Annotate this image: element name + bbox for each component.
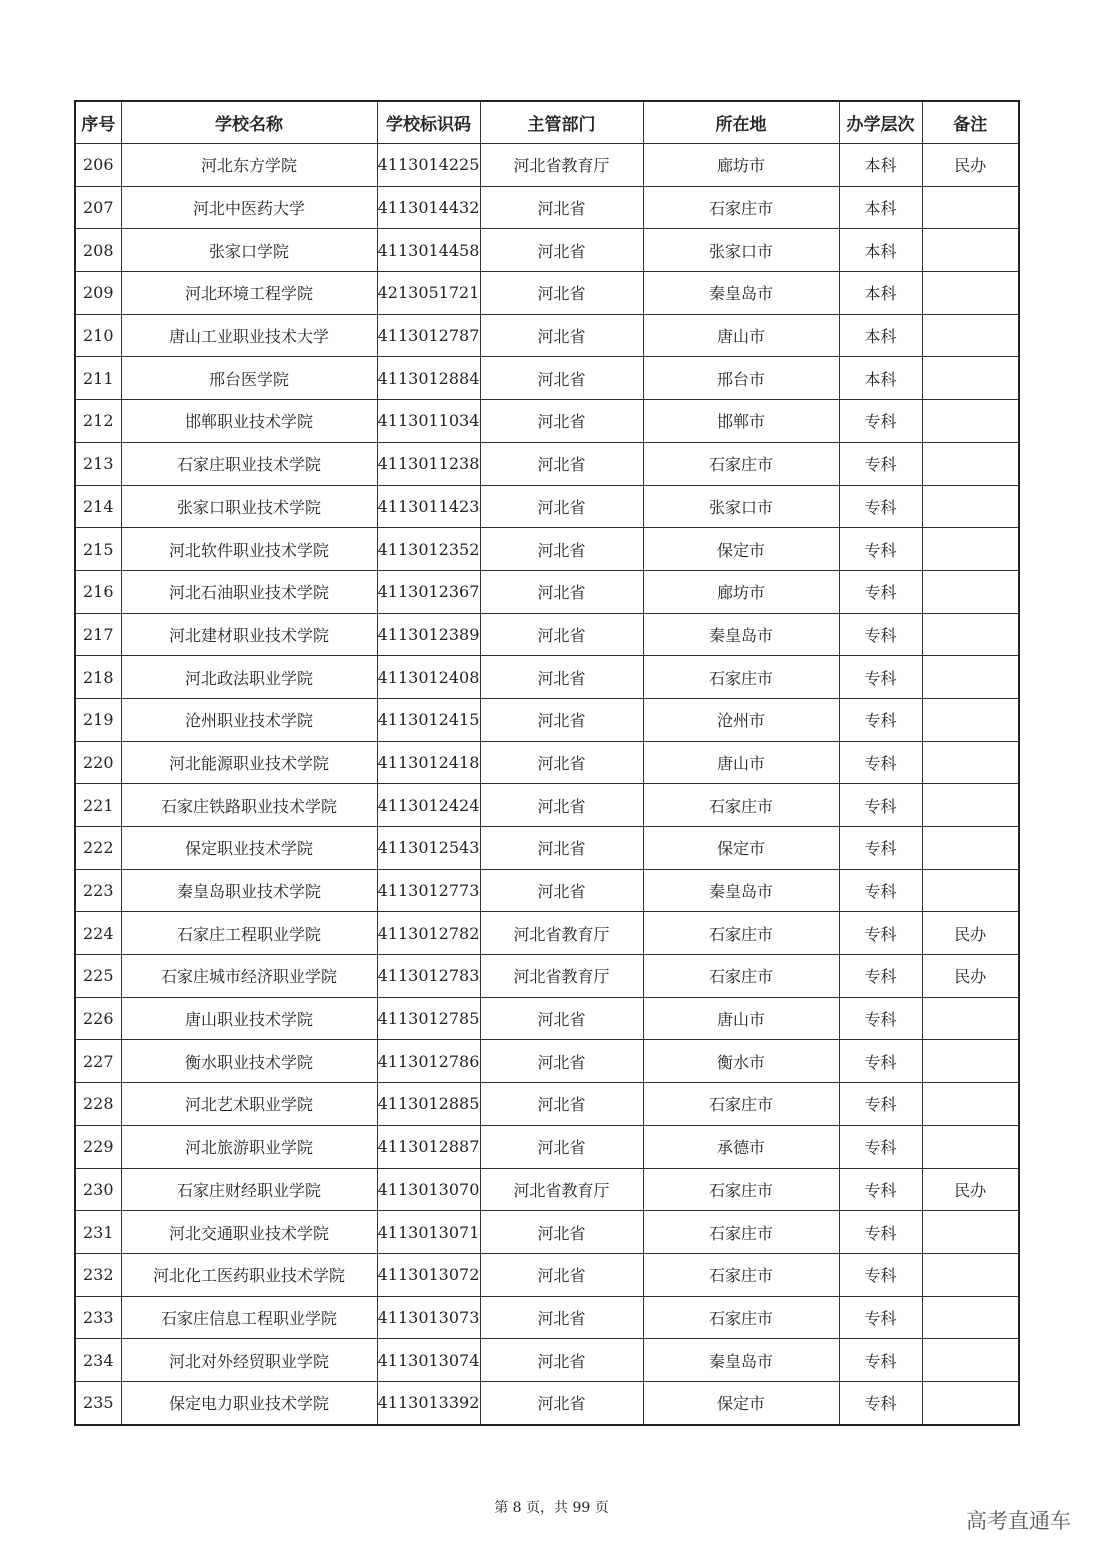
cell-school-code: 4113014458 — [377, 229, 480, 272]
school-list-table — [74, 100, 1020, 1426]
cell-school-name: 河北化工医药职业技术学院 — [121, 1253, 377, 1296]
cell-school-name: 张家口职业技术学院 — [121, 485, 377, 528]
cell-remark — [922, 1339, 1019, 1382]
cell-remark: 民办 — [922, 1168, 1019, 1211]
cell-department: 河北省 — [480, 1211, 643, 1254]
cell-remark: 民办 — [922, 912, 1019, 955]
cell-department: 河北省 — [480, 229, 643, 272]
cell-serial: 208 — [75, 229, 121, 272]
cell-remark: 民办 — [922, 955, 1019, 998]
cell-school-code: 4113013392 — [377, 1381, 480, 1424]
table-row — [75, 1125, 1019, 1168]
cell-level: 本科 — [839, 314, 922, 357]
table-row — [75, 1168, 1019, 1211]
cell-location: 衡水市 — [643, 1040, 839, 1083]
cell-school-name: 邯郸职业技术学院 — [121, 400, 377, 443]
cell-serial: 216 — [75, 570, 121, 613]
cell-location: 邯郸市 — [643, 400, 839, 443]
cell-school-code: 4113012415 — [377, 698, 480, 741]
cell-school-name: 河北能源职业技术学院 — [121, 741, 377, 784]
cell-school-code: 4113012424 — [377, 784, 480, 827]
cell-remark — [922, 827, 1019, 870]
cell-department: 河北省 — [480, 1296, 643, 1339]
cell-level: 本科 — [839, 144, 922, 187]
cell-school-code: 4113012884 — [377, 357, 480, 400]
cell-level: 专科 — [839, 1253, 922, 1296]
cell-serial: 218 — [75, 656, 121, 699]
cell-remark — [922, 272, 1019, 315]
cell-level: 本科 — [839, 272, 922, 315]
cell-level: 专科 — [839, 1211, 922, 1254]
cell-school-name: 秦皇岛职业技术学院 — [121, 869, 377, 912]
cell-school-name: 河北石油职业技术学院 — [121, 570, 377, 613]
cell-department: 河北省 — [480, 314, 643, 357]
cell-level: 专科 — [839, 1040, 922, 1083]
cell-level: 专科 — [839, 869, 922, 912]
cell-location: 石家庄市 — [643, 1168, 839, 1211]
cell-remark — [922, 186, 1019, 229]
cell-location: 秦皇岛市 — [643, 1339, 839, 1382]
cell-remark — [922, 1381, 1019, 1424]
table-row — [75, 528, 1019, 571]
cell-school-code: 4113012418 — [377, 741, 480, 784]
cell-school-name: 石家庄财经职业学院 — [121, 1168, 377, 1211]
cell-department: 河北省 — [480, 400, 643, 443]
cell-school-code: 4113013072 — [377, 1253, 480, 1296]
cell-serial: 234 — [75, 1339, 121, 1382]
cell-level: 本科 — [839, 357, 922, 400]
cell-school-code: 4113012782 — [377, 912, 480, 955]
cell-location: 唐山市 — [643, 314, 839, 357]
cell-serial: 228 — [75, 1083, 121, 1126]
cell-remark — [922, 1083, 1019, 1126]
cell-level: 专科 — [839, 955, 922, 998]
cell-location: 保定市 — [643, 827, 839, 870]
cell-department: 河北省 — [480, 1040, 643, 1083]
cell-school-code: 4113011034 — [377, 400, 480, 443]
cell-school-name: 河北中医药大学 — [121, 186, 377, 229]
cell-department: 河北省 — [480, 528, 643, 571]
cell-location: 邢台市 — [643, 357, 839, 400]
cell-department: 河北省 — [480, 1253, 643, 1296]
cell-level: 专科 — [839, 442, 922, 485]
cell-department: 河北省 — [480, 1125, 643, 1168]
cell-school-code: 4113011238 — [377, 442, 480, 485]
table-row — [75, 1083, 1019, 1126]
cell-remark — [922, 656, 1019, 699]
table-row — [75, 613, 1019, 656]
cell-serial: 219 — [75, 698, 121, 741]
cell-serial: 227 — [75, 1040, 121, 1083]
cell-serial: 229 — [75, 1125, 121, 1168]
cell-school-code: 4113014432 — [377, 186, 480, 229]
cell-department: 河北省教育厅 — [480, 1168, 643, 1211]
cell-serial: 215 — [75, 528, 121, 571]
cell-location: 石家庄市 — [643, 912, 839, 955]
cell-remark — [922, 528, 1019, 571]
table-row — [75, 656, 1019, 699]
header-location: 所在地 — [643, 101, 839, 144]
cell-location: 廊坊市 — [643, 570, 839, 613]
cell-remark — [922, 784, 1019, 827]
cell-location: 张家口市 — [643, 229, 839, 272]
cell-location: 石家庄市 — [643, 442, 839, 485]
cell-location: 石家庄市 — [643, 1296, 839, 1339]
cell-serial: 211 — [75, 357, 121, 400]
cell-remark — [922, 613, 1019, 656]
table-row — [75, 186, 1019, 229]
cell-remark — [922, 400, 1019, 443]
cell-location: 秦皇岛市 — [643, 272, 839, 315]
header-department: 主管部门 — [480, 101, 643, 144]
cell-level: 专科 — [839, 741, 922, 784]
cell-level: 专科 — [839, 827, 922, 870]
table-row — [75, 314, 1019, 357]
cell-school-name: 石家庄工程职业学院 — [121, 912, 377, 955]
table-row — [75, 442, 1019, 485]
cell-level: 专科 — [839, 1339, 922, 1382]
cell-school-name: 石家庄铁路职业技术学院 — [121, 784, 377, 827]
cell-school-code: 4113012787 — [377, 314, 480, 357]
cell-school-name: 河北环境工程学院 — [121, 272, 377, 315]
cell-serial: 206 — [75, 144, 121, 187]
cell-school-name: 河北建材职业技术学院 — [121, 613, 377, 656]
cell-serial: 214 — [75, 485, 121, 528]
cell-department: 河北省 — [480, 741, 643, 784]
cell-serial: 226 — [75, 997, 121, 1040]
cell-department: 河北省 — [480, 570, 643, 613]
cell-school-name: 河北东方学院 — [121, 144, 377, 187]
table-row — [75, 1381, 1019, 1424]
cell-school-name: 邢台医学院 — [121, 357, 377, 400]
cell-serial: 225 — [75, 955, 121, 998]
cell-school-name: 沧州职业技术学院 — [121, 698, 377, 741]
cell-department: 河北省 — [480, 997, 643, 1040]
table-row — [75, 357, 1019, 400]
cell-school-code: 4113012786 — [377, 1040, 480, 1083]
cell-school-code: 4113012352 — [377, 528, 480, 571]
cell-department: 河北省 — [480, 613, 643, 656]
table-row — [75, 741, 1019, 784]
cell-level: 专科 — [839, 528, 922, 571]
cell-remark — [922, 1253, 1019, 1296]
cell-level: 专科 — [839, 1296, 922, 1339]
cell-department: 河北省 — [480, 272, 643, 315]
cell-school-code: 4213051721 — [377, 272, 480, 315]
cell-location: 石家庄市 — [643, 784, 839, 827]
cell-school-code: 4113012773 — [377, 869, 480, 912]
header-school-name: 学校名称 — [121, 101, 377, 144]
cell-school-name: 河北软件职业技术学院 — [121, 528, 377, 571]
cell-serial: 212 — [75, 400, 121, 443]
cell-remark — [922, 570, 1019, 613]
cell-school-name: 石家庄职业技术学院 — [121, 442, 377, 485]
cell-location: 秦皇岛市 — [643, 613, 839, 656]
cell-school-name: 河北交通职业技术学院 — [121, 1211, 377, 1254]
cell-school-code: 4113012408 — [377, 656, 480, 699]
cell-location: 石家庄市 — [643, 1083, 839, 1126]
cell-remark — [922, 869, 1019, 912]
cell-location: 石家庄市 — [643, 186, 839, 229]
cell-location: 张家口市 — [643, 485, 839, 528]
cell-department: 河北省 — [480, 784, 643, 827]
cell-school-code: 4113011423 — [377, 485, 480, 528]
cell-school-code: 4113013074 — [377, 1339, 480, 1382]
cell-serial: 235 — [75, 1381, 121, 1424]
table-row — [75, 1296, 1019, 1339]
watermark-text: 高考直通车 — [966, 1509, 1071, 1533]
cell-serial: 220 — [75, 741, 121, 784]
cell-location: 石家庄市 — [643, 1253, 839, 1296]
table-row — [75, 1040, 1019, 1083]
table-row — [75, 272, 1019, 315]
table-row — [75, 400, 1019, 443]
cell-level: 专科 — [839, 570, 922, 613]
cell-department: 河北省 — [480, 827, 643, 870]
cell-location: 唐山市 — [643, 741, 839, 784]
cell-serial: 232 — [75, 1253, 121, 1296]
cell-location: 廊坊市 — [643, 144, 839, 187]
table-row — [75, 1253, 1019, 1296]
cell-department: 河北省教育厅 — [480, 144, 643, 187]
cell-school-name: 衡水职业技术学院 — [121, 1040, 377, 1083]
table-row — [75, 144, 1019, 187]
cell-department: 河北省 — [480, 442, 643, 485]
cell-department: 河北省 — [480, 485, 643, 528]
cell-school-name: 石家庄信息工程职业学院 — [121, 1296, 377, 1339]
cell-level: 专科 — [839, 1381, 922, 1424]
table-row — [75, 570, 1019, 613]
cell-school-name: 河北艺术职业学院 — [121, 1083, 377, 1126]
cell-remark — [922, 698, 1019, 741]
cell-school-name: 唐山职业技术学院 — [121, 997, 377, 1040]
cell-school-name: 保定职业技术学院 — [121, 827, 377, 870]
cell-location: 唐山市 — [643, 997, 839, 1040]
cell-department: 河北省 — [480, 1381, 643, 1424]
cell-school-name: 河北旅游职业学院 — [121, 1125, 377, 1168]
cell-level: 专科 — [839, 698, 922, 741]
cell-remark — [922, 1040, 1019, 1083]
cell-school-code: 4113012785 — [377, 997, 480, 1040]
header-school-code: 学校标识码 — [377, 101, 480, 144]
cell-serial: 221 — [75, 784, 121, 827]
table-row — [75, 997, 1019, 1040]
cell-school-name: 石家庄城市经济职业学院 — [121, 955, 377, 998]
cell-school-code: 4113013071 — [377, 1211, 480, 1254]
cell-remark — [922, 485, 1019, 528]
table-row — [75, 1211, 1019, 1254]
cell-remark — [922, 997, 1019, 1040]
table-row — [75, 869, 1019, 912]
cell-school-code: 4113013070 — [377, 1168, 480, 1211]
cell-level: 专科 — [839, 997, 922, 1040]
cell-remark — [922, 442, 1019, 485]
cell-remark — [922, 1211, 1019, 1254]
table-row — [75, 912, 1019, 955]
cell-school-code: 4113012885 — [377, 1083, 480, 1126]
cell-level: 专科 — [839, 1168, 922, 1211]
cell-school-name: 唐山工业职业技术大学 — [121, 314, 377, 357]
cell-location: 保定市 — [643, 528, 839, 571]
cell-level: 专科 — [839, 656, 922, 699]
cell-school-code: 4113012783 — [377, 955, 480, 998]
cell-school-code: 4113012887 — [377, 1125, 480, 1168]
cell-serial: 213 — [75, 442, 121, 485]
cell-department: 河北省教育厅 — [480, 912, 643, 955]
cell-remark: 民办 — [922, 144, 1019, 187]
cell-location: 石家庄市 — [643, 955, 839, 998]
cell-serial: 210 — [75, 314, 121, 357]
cell-department: 河北省 — [480, 656, 643, 699]
cell-level: 专科 — [839, 400, 922, 443]
header-serial: 序号 — [75, 101, 121, 144]
cell-serial: 222 — [75, 827, 121, 870]
header-remark: 备注 — [922, 101, 1019, 144]
cell-department: 河北省教育厅 — [480, 955, 643, 998]
cell-serial: 223 — [75, 869, 121, 912]
cell-school-code: 4113014225 — [377, 144, 480, 187]
table-row — [75, 784, 1019, 827]
cell-serial: 231 — [75, 1211, 121, 1254]
cell-department: 河北省 — [480, 1083, 643, 1126]
table-row — [75, 955, 1019, 998]
cell-location: 沧州市 — [643, 698, 839, 741]
cell-level: 专科 — [839, 1125, 922, 1168]
cell-serial: 224 — [75, 912, 121, 955]
cell-location: 石家庄市 — [643, 656, 839, 699]
cell-level: 本科 — [839, 229, 922, 272]
cell-serial: 233 — [75, 1296, 121, 1339]
header-row — [75, 101, 1019, 144]
cell-school-name: 保定电力职业技术学院 — [121, 1381, 377, 1424]
cell-remark — [922, 741, 1019, 784]
cell-level: 专科 — [839, 613, 922, 656]
table-row — [75, 827, 1019, 870]
header-level: 办学层次 — [839, 101, 922, 144]
cell-location: 保定市 — [643, 1381, 839, 1424]
cell-serial: 207 — [75, 186, 121, 229]
cell-school-code: 4113013073 — [377, 1296, 480, 1339]
cell-remark — [922, 1125, 1019, 1168]
cell-school-code: 4113012389 — [377, 613, 480, 656]
cell-department: 河北省 — [480, 698, 643, 741]
cell-department: 河北省 — [480, 357, 643, 400]
cell-location: 秦皇岛市 — [643, 869, 839, 912]
cell-level: 专科 — [839, 485, 922, 528]
cell-serial: 217 — [75, 613, 121, 656]
cell-school-code: 4113012543 — [377, 827, 480, 870]
table-row — [75, 485, 1019, 528]
cell-level: 本科 — [839, 186, 922, 229]
cell-remark — [922, 1296, 1019, 1339]
cell-school-code: 4113012367 — [377, 570, 480, 613]
table-row — [75, 698, 1019, 741]
cell-school-name: 河北对外经贸职业学院 — [121, 1339, 377, 1382]
page-number: 第 8 页，共 99 页 — [494, 1500, 609, 1516]
cell-school-name: 张家口学院 — [121, 229, 377, 272]
cell-department: 河北省 — [480, 869, 643, 912]
cell-location: 石家庄市 — [643, 1211, 839, 1254]
cell-level: 专科 — [839, 912, 922, 955]
cell-department: 河北省 — [480, 186, 643, 229]
cell-level: 专科 — [839, 784, 922, 827]
cell-department: 河北省 — [480, 1339, 643, 1382]
cell-remark — [922, 357, 1019, 400]
cell-remark — [922, 229, 1019, 272]
cell-school-name: 河北政法职业学院 — [121, 656, 377, 699]
table-row — [75, 229, 1019, 272]
cell-level: 专科 — [839, 1083, 922, 1126]
cell-serial: 209 — [75, 272, 121, 315]
cell-serial: 230 — [75, 1168, 121, 1211]
table-row — [75, 1339, 1019, 1382]
cell-location: 承德市 — [643, 1125, 839, 1168]
cell-remark — [922, 314, 1019, 357]
